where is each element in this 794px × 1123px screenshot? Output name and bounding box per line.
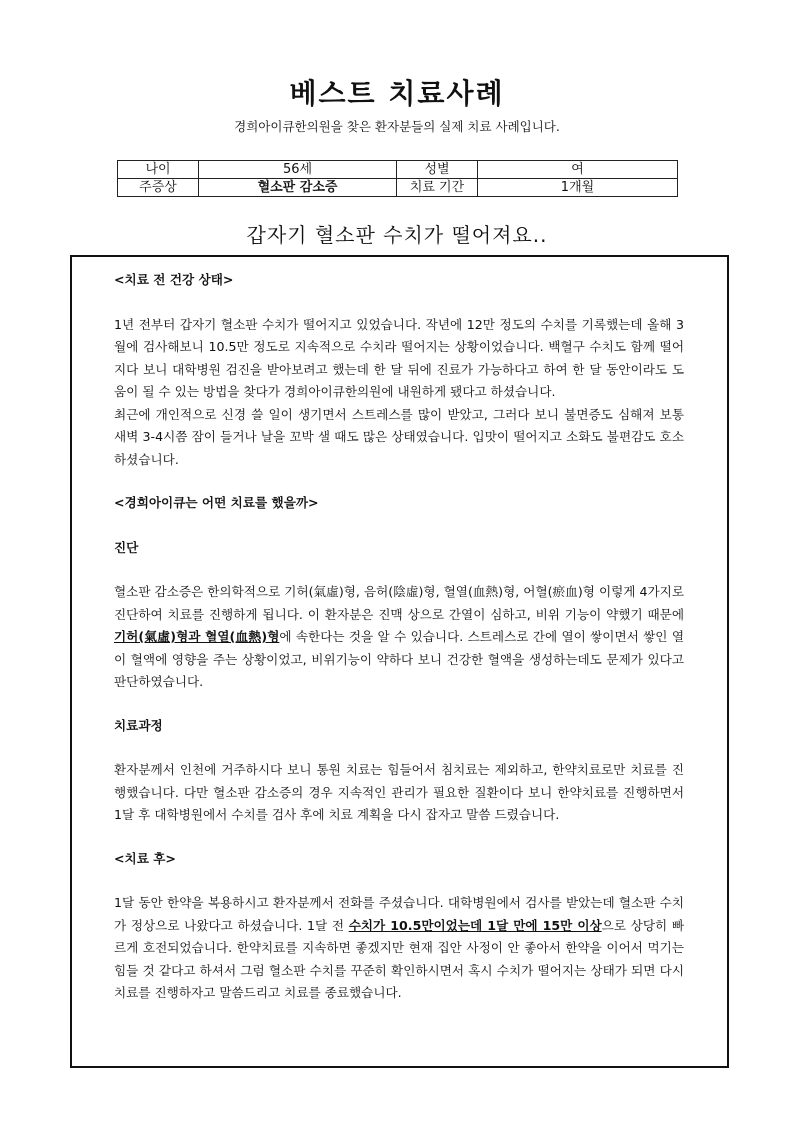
age-label: 나이 bbox=[118, 161, 199, 179]
section-heading-before: <치료 전 건강 상태> bbox=[114, 272, 234, 287]
diagnosis-text-2: 에 속한다는 것을 알 수 있습니다. 스트레스로 간에 열이 쌓이면서 쌓인 열이 혈액에 영향을 주는 상황이었고, 비위기능이 약하다 보니 건강한 혈액을 생성하는데도 문제가 있다고 판단하였습니다. bbox=[114, 629, 684, 689]
symptom-value: 혈소판 감소증 bbox=[199, 179, 397, 197]
diagnosis-heading: 진단 bbox=[114, 539, 139, 555]
sex-value: 여 bbox=[478, 161, 678, 179]
patient-info-table bbox=[117, 160, 678, 197]
process-paragraph: 환자분께서 인천에 거주하시다 보니 통원 치료는 힘들어서 침치료는 제외하고, 한약치료로만 치료를 진행했습니다. 다만 혈소판 감소증의 경우 지속적인 관리가 필요한 질환이다 보니 한약치료를 진행하면서 1달 후 대학병원에서 수치를 검사 후에 치료 계획을 다시 잡자고 말씀 드렸습니다. bbox=[114, 762, 684, 822]
page-subtitle: 경희아이큐한의원을 찾은 환자분들의 실제 치료 사례입니다. bbox=[234, 119, 560, 134]
diagnosis-highlight: 기허(氣虛)형과 혈열(血熱)형 bbox=[114, 629, 280, 644]
table-row bbox=[118, 179, 678, 197]
before-paragraph-2: 최근에 개인적으로 신경 쓸 일이 생기면서 스트레스를 많이 받았고, 그러다 보니 불면증도 심해져 보통 새벽 3-4시쯤 잠이 들거나 날을 꼬박 샐 때도 많은 상태였습니다. 입맛이 떨어지고 소화도 불편감도 호소하셨습니다. bbox=[114, 406, 684, 467]
diagnosis-paragraph bbox=[114, 581, 684, 694]
period-label: 치료 기간 bbox=[397, 179, 478, 197]
before-paragraph-1: 1년 전부터 갑자기 혈소판 수치가 떨어지고 있었습니다. 작년에 12만 정도의 수치를 기록했는데 올해 3월에 검사해보니 10.5만 정도로 지속적으로 수치라 떨어지는 상황이었습니다. 백혈구 수치도 함께 떨어지다 보니 대학병원 검진을 받아보려고 했는데 한 달 뒤에 진료가 가능하다고 하여 한 달 동안이라도 도움이 될 수 있는 방법을 찾다가 경희아이큐한의원에 내원하게 됐다고 하셨습니다. bbox=[114, 316, 684, 399]
case-headline: 갑자기 혈소판 수치가 떨어져요.. bbox=[246, 223, 548, 247]
case-content-box bbox=[70, 255, 729, 1068]
diagnosis-text-1: 혈소판 감소증은 한의학적으로 기허(氣虛)형, 음허(陰虛)형, 혈열(血熱)형, 어혈(瘀血)형 이렇게 4가지로 진단하여 치료를 진행하게 됩니다. 이 환자분은 진맥 상으로 간열이 심하고, 비위 기능이 약했기 때문에 bbox=[114, 584, 684, 622]
section-heading-after: <치료 후> bbox=[114, 850, 176, 866]
symptom-label: 주증상 bbox=[118, 179, 199, 197]
section-heading-treatment: <경희아이큐는 어떤 치료를 했을까> bbox=[114, 495, 319, 510]
table-row bbox=[118, 161, 678, 179]
age-value: 56세 bbox=[199, 161, 397, 179]
after-paragraph bbox=[114, 892, 684, 1005]
period-value: 1개월 bbox=[478, 179, 678, 197]
process-heading: 치료과정 bbox=[114, 717, 163, 733]
after-highlight: 수치가 10.5만이었는데 1달 만에 15만 이상 bbox=[348, 917, 602, 933]
page-title: 베스트 치료사례 bbox=[289, 77, 505, 110]
after-text-2: 으로 상당히 빠르게 호전되었습니다. 한약치료를 지속하면 좋겠지만 현재 집안 사정이 안 좋아서 한약을 이어서 먹기는 힘들 것 같다고 하셔서 그럼 혈소판 수치를 꾸준히 확인하시면서 혹시 수치가 떨어지는 상태가 되면 다시 치료를 진행하자고 말씀드리고 치료를 종료했습니다. bbox=[114, 917, 684, 1000]
sex-label: 성별 bbox=[397, 161, 478, 179]
after-text-1: 1달 동안 한약을 복용하시고 환자분께서 전화를 주셨습니다. 대학병원에서 검사를 받았는데 혈소판 수치가 정상으로 나왔다고 하셨습니다. 1달 전 bbox=[114, 895, 684, 933]
